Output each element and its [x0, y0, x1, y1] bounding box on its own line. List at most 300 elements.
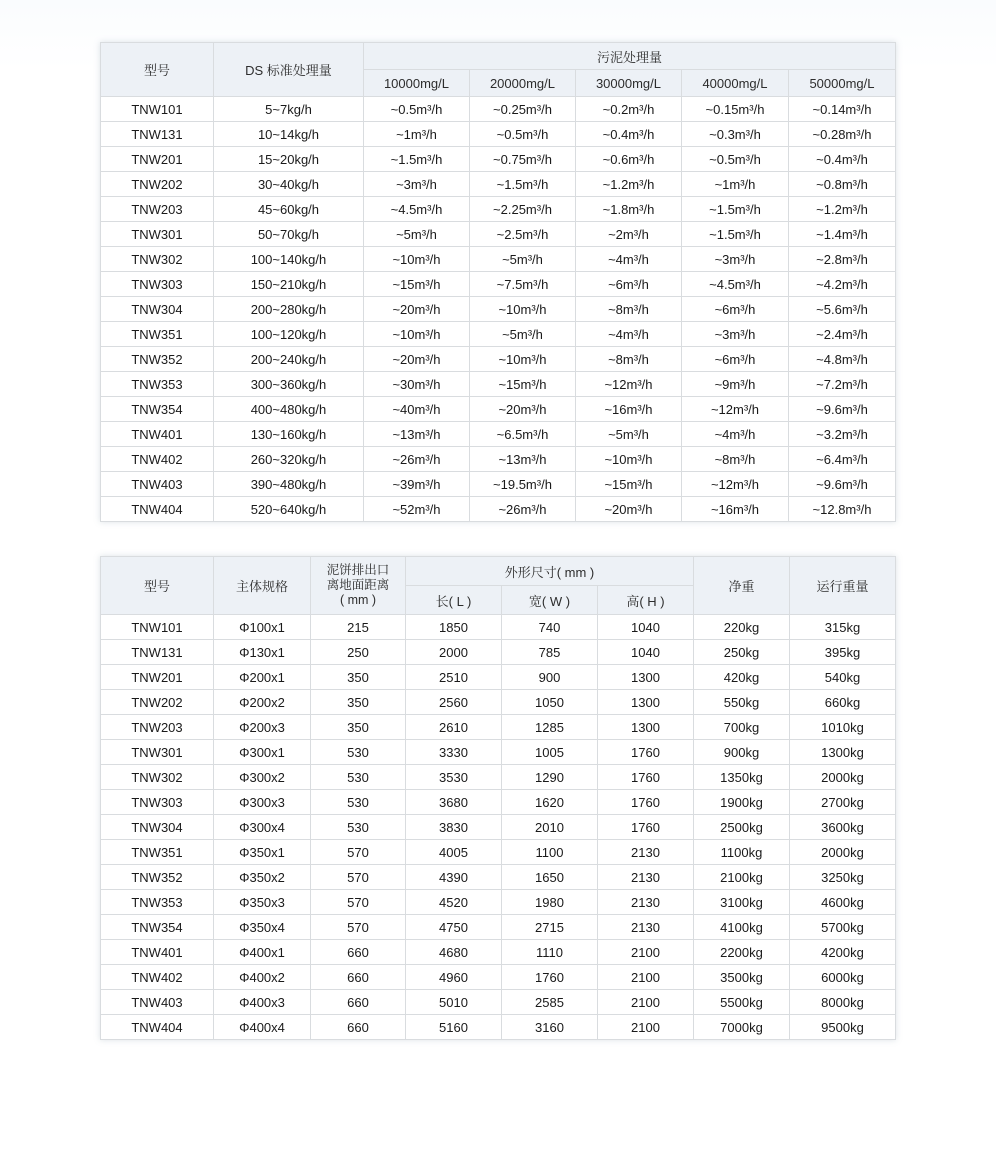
cell: ~13m³/h [469, 447, 575, 472]
cell: Φ400x1 [214, 940, 311, 965]
cell: ~1.4m³/h [788, 222, 895, 247]
cell: 540kg [790, 665, 896, 690]
cell: ~40m³/h [363, 397, 469, 422]
cell: 400~480kg/h [213, 397, 363, 422]
cell: Φ400x3 [214, 990, 311, 1015]
cell: ~39m³/h [363, 472, 469, 497]
cell: ~20m³/h [363, 297, 469, 322]
cell: ~0.5m³/h [469, 122, 575, 147]
col-header-30000mgl: 30000mg/L [575, 70, 681, 97]
cell: ~8m³/h [681, 447, 788, 472]
col-header-height: 高( H ) [598, 586, 694, 615]
cell: ~15m³/h [575, 472, 681, 497]
cell: ~5m³/h [575, 422, 681, 447]
cell: 4200kg [790, 940, 896, 965]
cell: TNW202 [100, 172, 213, 197]
cell: ~15m³/h [363, 272, 469, 297]
col-group-outer-dimensions: 外形尺寸( mm ) [406, 557, 694, 586]
table-row [101, 640, 896, 665]
cell: ~26m³/h [363, 447, 469, 472]
table-row [101, 1015, 896, 1040]
cell: 300~360kg/h [213, 372, 363, 397]
cell: 660 [311, 990, 406, 1015]
cell: TNW131 [100, 122, 213, 147]
cell: ~6m³/h [575, 272, 681, 297]
table-row [100, 422, 895, 447]
cell: 2700kg [790, 790, 896, 815]
cell: ~19.5m³/h [469, 472, 575, 497]
cell: 520~640kg/h [213, 497, 363, 522]
cell: ~7.2m³/h [788, 372, 895, 397]
cell: ~4.2m³/h [788, 272, 895, 297]
cell: TNW401 [101, 940, 214, 965]
cell: ~2m³/h [575, 222, 681, 247]
cell: ~6m³/h [681, 297, 788, 322]
cell: 100~120kg/h [213, 322, 363, 347]
table-row [101, 840, 896, 865]
cell: Φ350x4 [214, 915, 311, 940]
cell: 2510 [406, 665, 502, 690]
col-group-sludge-capacity: 污泥处理量 [363, 43, 895, 70]
cell: TNW402 [100, 447, 213, 472]
col-header-20000mgl: 20000mg/L [469, 70, 575, 97]
cell: 570 [311, 840, 406, 865]
dimensions-table-body [101, 615, 896, 1040]
cell: ~12m³/h [681, 472, 788, 497]
col-header-body-spec: 主体规格 [214, 557, 311, 615]
cell: TNW403 [100, 472, 213, 497]
cell: 3330 [406, 740, 502, 765]
cell: ~1.5m³/h [681, 222, 788, 247]
cell: TNW354 [100, 397, 213, 422]
cell: 1760 [502, 965, 598, 990]
cell: ~13m³/h [363, 422, 469, 447]
cell: 530 [311, 790, 406, 815]
cell: Φ100x1 [214, 615, 311, 640]
table-row [100, 497, 895, 522]
cell: TNW301 [101, 740, 214, 765]
table-row [101, 965, 896, 990]
cell: ~3m³/h [681, 247, 788, 272]
cell: 2560 [406, 690, 502, 715]
cell: TNW404 [101, 1015, 214, 1040]
cell: TNW101 [100, 97, 213, 122]
header-row-1 [100, 43, 895, 70]
cell: ~0.15m³/h [681, 97, 788, 122]
cell: ~4.5m³/h [681, 272, 788, 297]
cell: ~1.8m³/h [575, 197, 681, 222]
cell: ~1.5m³/h [681, 197, 788, 222]
cell: 1650 [502, 865, 598, 890]
cell: 1760 [598, 765, 694, 790]
table-row [100, 272, 895, 297]
cell: 50~70kg/h [213, 222, 363, 247]
cell: 2130 [598, 890, 694, 915]
cell: 260~320kg/h [213, 447, 363, 472]
cell: 4390 [406, 865, 502, 890]
cell: ~5m³/h [363, 222, 469, 247]
cell: 550kg [694, 690, 790, 715]
cell: 3160 [502, 1015, 598, 1040]
cell: 1100kg [694, 840, 790, 865]
cell: TNW401 [100, 422, 213, 447]
table-row [100, 197, 895, 222]
cell: 1040 [598, 615, 694, 640]
cell: ~1m³/h [363, 122, 469, 147]
cell: ~0.2m³/h [575, 97, 681, 122]
cell: ~1m³/h [681, 172, 788, 197]
cell: Φ300x3 [214, 790, 311, 815]
cell: ~10m³/h [469, 347, 575, 372]
cell: ~1.5m³/h [363, 147, 469, 172]
cell: 6000kg [790, 965, 896, 990]
cell: ~12m³/h [681, 397, 788, 422]
cell: TNW101 [101, 615, 214, 640]
outlet-header-line2: 离地面距离 [326, 577, 390, 592]
cell: 530 [311, 815, 406, 840]
table-row [100, 372, 895, 397]
cell: ~0.4m³/h [788, 147, 895, 172]
table-row [100, 97, 895, 122]
cell: ~10m³/h [363, 247, 469, 272]
cell: TNW402 [101, 965, 214, 990]
table-row [100, 347, 895, 372]
cell: 5~7kg/h [213, 97, 363, 122]
cell: 45~60kg/h [213, 197, 363, 222]
cell: 530 [311, 765, 406, 790]
cell: ~52m³/h [363, 497, 469, 522]
cell: ~7.5m³/h [469, 272, 575, 297]
cell: TNW304 [100, 297, 213, 322]
cell: ~10m³/h [469, 297, 575, 322]
col-header-model: 型号 [101, 557, 214, 615]
cell: 100~140kg/h [213, 247, 363, 272]
col-header-cake-outlet-height [311, 557, 406, 615]
cell: ~2.4m³/h [788, 322, 895, 347]
cell: 4520 [406, 890, 502, 915]
cell: ~4m³/h [575, 322, 681, 347]
col-header-ds-capacity: DS 标准处理量 [213, 43, 363, 97]
cell: 7000kg [694, 1015, 790, 1040]
cell: TNW354 [101, 915, 214, 940]
cell: ~2.25m³/h [469, 197, 575, 222]
cell: 1760 [598, 740, 694, 765]
cell: 1300 [598, 665, 694, 690]
cell: ~1.2m³/h [788, 197, 895, 222]
cell: 1040 [598, 640, 694, 665]
cell: 150~210kg/h [213, 272, 363, 297]
table-row [101, 690, 896, 715]
cell: 10~14kg/h [213, 122, 363, 147]
cell: 2715 [502, 915, 598, 940]
cell: ~5m³/h [469, 247, 575, 272]
cell: ~4m³/h [575, 247, 681, 272]
cell: Φ200x2 [214, 690, 311, 715]
cell: 3830 [406, 815, 502, 840]
capacity-table-body [100, 97, 895, 522]
table-row [100, 122, 895, 147]
cell: 15~20kg/h [213, 147, 363, 172]
cell: TNW351 [100, 322, 213, 347]
outlet-header-line3: ( mm ) [339, 593, 377, 608]
cell: ~4.8m³/h [788, 347, 895, 372]
cell: 530 [311, 740, 406, 765]
cell: 570 [311, 890, 406, 915]
cell: ~4m³/h [681, 422, 788, 447]
cell: 30~40kg/h [213, 172, 363, 197]
cell: TNW302 [101, 765, 214, 790]
cell: 785 [502, 640, 598, 665]
cell: 350 [311, 665, 406, 690]
cell: ~5m³/h [469, 322, 575, 347]
cell: 9500kg [790, 1015, 896, 1040]
cell: ~10m³/h [575, 447, 681, 472]
cell: 2100 [598, 940, 694, 965]
table-row [100, 247, 895, 272]
cell: ~0.25m³/h [469, 97, 575, 122]
cell: ~2.5m³/h [469, 222, 575, 247]
table-row [100, 472, 895, 497]
cell: ~3m³/h [363, 172, 469, 197]
cell: 1010kg [790, 715, 896, 740]
cell: 1760 [598, 790, 694, 815]
cell: ~10m³/h [363, 322, 469, 347]
cell: TNW302 [100, 247, 213, 272]
table-row [100, 222, 895, 247]
cell: ~16m³/h [681, 497, 788, 522]
cell: ~15m³/h [469, 372, 575, 397]
cell: 220kg [694, 615, 790, 640]
col-header-model: 型号 [100, 43, 213, 97]
col-header-length: 长( L ) [406, 586, 502, 615]
cell: ~0.6m³/h [575, 147, 681, 172]
cell: 4100kg [694, 915, 790, 940]
cell: 2010 [502, 815, 598, 840]
cell: Φ130x1 [214, 640, 311, 665]
cell: TNW203 [100, 197, 213, 222]
cell: 315kg [790, 615, 896, 640]
cell: ~0.75m³/h [469, 147, 575, 172]
cell: 250 [311, 640, 406, 665]
cell: 5160 [406, 1015, 502, 1040]
cell: 1300kg [790, 740, 896, 765]
cell: 2585 [502, 990, 598, 1015]
cell: 5010 [406, 990, 502, 1015]
cell: 570 [311, 865, 406, 890]
cell: 2130 [598, 915, 694, 940]
table-row [101, 715, 896, 740]
cell: 1980 [502, 890, 598, 915]
cell: 1290 [502, 765, 598, 790]
cell: ~9.6m³/h [788, 397, 895, 422]
table-row [101, 890, 896, 915]
cell: 2500kg [694, 815, 790, 840]
cell: ~6.4m³/h [788, 447, 895, 472]
capacity-table-header [100, 43, 895, 97]
col-header-net-weight: 净重 [694, 557, 790, 615]
cell: 200~240kg/h [213, 347, 363, 372]
cell: 4600kg [790, 890, 896, 915]
cell: ~12.8m³/h [788, 497, 895, 522]
cell: TNW404 [100, 497, 213, 522]
outlet-header-line1: 泥饼排出口 [326, 562, 390, 577]
cell: 660 [311, 965, 406, 990]
cell: 1005 [502, 740, 598, 765]
cell: 3100kg [694, 890, 790, 915]
cell: ~0.28m³/h [788, 122, 895, 147]
cell: TNW201 [100, 147, 213, 172]
cell: 3250kg [790, 865, 896, 890]
cell: 350 [311, 690, 406, 715]
table-row [101, 865, 896, 890]
cell: 700kg [694, 715, 790, 740]
cell: 1620 [502, 790, 598, 815]
cell: 1285 [502, 715, 598, 740]
cell: TNW353 [101, 890, 214, 915]
cell: 4005 [406, 840, 502, 865]
cell: 1110 [502, 940, 598, 965]
cell: 2000kg [790, 765, 896, 790]
dimensions-table-header [101, 557, 896, 615]
cell: 740 [502, 615, 598, 640]
cell: TNW303 [101, 790, 214, 815]
cell: ~3m³/h [681, 322, 788, 347]
cell: 4680 [406, 940, 502, 965]
cell: Φ300x1 [214, 740, 311, 765]
cell: 4960 [406, 965, 502, 990]
cell: 1760 [598, 815, 694, 840]
table-row [100, 147, 895, 172]
table-row [100, 297, 895, 322]
cell: 2000 [406, 640, 502, 665]
cell: 570 [311, 915, 406, 940]
cell: 660 [311, 1015, 406, 1040]
cell: ~4.5m³/h [363, 197, 469, 222]
table-row [100, 172, 895, 197]
cell: ~20m³/h [469, 397, 575, 422]
col-header-running-weight: 运行重量 [790, 557, 896, 615]
table-row [100, 447, 895, 472]
col-header-width: 宽( W ) [502, 586, 598, 615]
cell: 1900kg [694, 790, 790, 815]
dimensions-table [100, 556, 896, 1040]
cell: ~5.6m³/h [788, 297, 895, 322]
cell: 2200kg [694, 940, 790, 965]
cell: 2000kg [790, 840, 896, 865]
cell: ~0.14m³/h [788, 97, 895, 122]
cell: 1300 [598, 715, 694, 740]
cell: TNW203 [101, 715, 214, 740]
cell: 2130 [598, 865, 694, 890]
cell: ~9m³/h [681, 372, 788, 397]
cell: ~9.6m³/h [788, 472, 895, 497]
cell: 3600kg [790, 815, 896, 840]
cell: 1100 [502, 840, 598, 865]
col-header-10000mgl: 10000mg/L [363, 70, 469, 97]
cell: Φ400x2 [214, 965, 311, 990]
cell: 2100 [598, 965, 694, 990]
cell: TNW201 [101, 665, 214, 690]
table-row [100, 397, 895, 422]
cell: 8000kg [790, 990, 896, 1015]
table-row [101, 765, 896, 790]
cell: 3680 [406, 790, 502, 815]
cell: 1850 [406, 615, 502, 640]
cell: TNW352 [100, 347, 213, 372]
cell: 2100 [598, 990, 694, 1015]
cell: ~2.8m³/h [788, 247, 895, 272]
col-header-50000mgl: 50000mg/L [788, 70, 895, 97]
cell: TNW202 [101, 690, 214, 715]
cell: 3500kg [694, 965, 790, 990]
cell: 395kg [790, 640, 896, 665]
table-row [101, 615, 896, 640]
cell: Φ200x1 [214, 665, 311, 690]
cell: ~6m³/h [681, 347, 788, 372]
cell: Φ400x4 [214, 1015, 311, 1040]
cell: ~8m³/h [575, 297, 681, 322]
cell: Φ350x1 [214, 840, 311, 865]
cell: 390~480kg/h [213, 472, 363, 497]
cell: 130~160kg/h [213, 422, 363, 447]
cell: ~12m³/h [575, 372, 681, 397]
cell: Φ300x2 [214, 765, 311, 790]
cell: 2100kg [694, 865, 790, 890]
cell: 5700kg [790, 915, 896, 940]
cell: ~1.2m³/h [575, 172, 681, 197]
cell: ~26m³/h [469, 497, 575, 522]
cell: ~20m³/h [363, 347, 469, 372]
cell: 200~280kg/h [213, 297, 363, 322]
cell: 2100 [598, 1015, 694, 1040]
cell: 350 [311, 715, 406, 740]
table-row [101, 990, 896, 1015]
cell: TNW303 [100, 272, 213, 297]
table-row [101, 790, 896, 815]
cell: 660 [311, 940, 406, 965]
cell: 1050 [502, 690, 598, 715]
cell: ~3.2m³/h [788, 422, 895, 447]
table-row [101, 665, 896, 690]
cell: 900 [502, 665, 598, 690]
cell: 2610 [406, 715, 502, 740]
header-row-1 [101, 557, 896, 586]
cell: TNW301 [100, 222, 213, 247]
cell: ~0.8m³/h [788, 172, 895, 197]
cell: 660kg [790, 690, 896, 715]
cell: 2130 [598, 840, 694, 865]
cell: 5500kg [694, 990, 790, 1015]
cell: ~16m³/h [575, 397, 681, 422]
table-row [101, 815, 896, 840]
cell: 250kg [694, 640, 790, 665]
cell: ~0.3m³/h [681, 122, 788, 147]
table-row [101, 915, 896, 940]
cell: Φ300x4 [214, 815, 311, 840]
cell: TNW352 [101, 865, 214, 890]
cell: Φ200x3 [214, 715, 311, 740]
cell: 3530 [406, 765, 502, 790]
cell: ~0.4m³/h [575, 122, 681, 147]
sludge-capacity-table [100, 42, 896, 522]
table-row [101, 740, 896, 765]
cell: 900kg [694, 740, 790, 765]
cell: TNW351 [101, 840, 214, 865]
cell: 1350kg [694, 765, 790, 790]
cell: Φ350x3 [214, 890, 311, 915]
cell: ~0.5m³/h [681, 147, 788, 172]
cell: ~30m³/h [363, 372, 469, 397]
